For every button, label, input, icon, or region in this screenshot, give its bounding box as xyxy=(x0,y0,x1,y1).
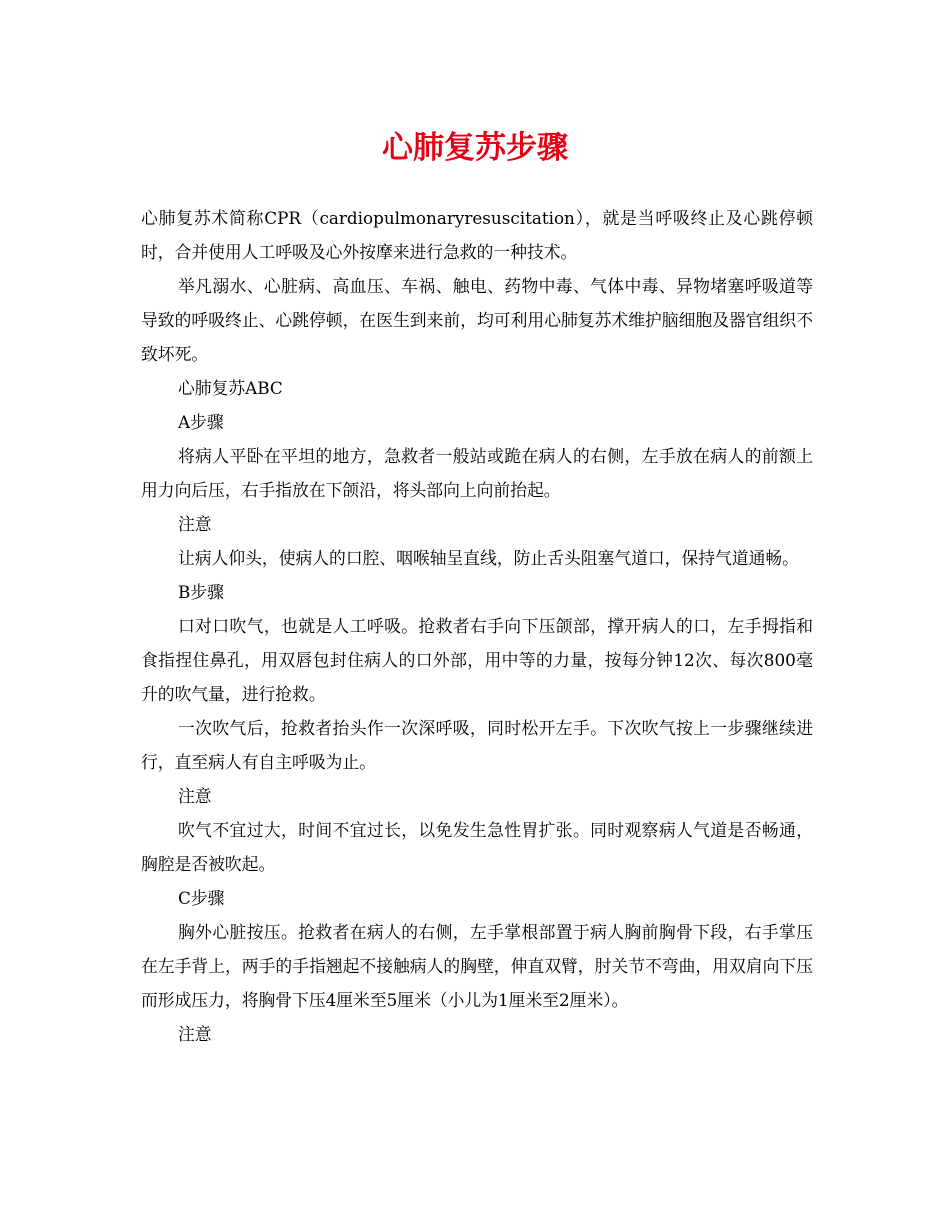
paragraph-note-a: 让病人仰头，使病人的口腔、咽喉轴呈直线，防止舌头阻塞气道口，保持气道通畅。 xyxy=(178,548,799,568)
paragraph-step-b-continued: 一次吹气后，抢救者抬头作一次深呼吸，同时松开左手。下次吹气按上一步骤继续进行，直至病人有自主呼吸为止。 xyxy=(141,718,813,772)
note-heading-b: 注意 xyxy=(178,786,212,806)
paragraph-step-b: 口对口吹气，也就是人工呼吸。抢救者右手向下压颌部，撑开病人的口，左手拇指和食指捏住鼻孔，用双唇包封住病人的口外部，用中等的力量，按每分钟12次、每次800毫升的吹气量，进行抢救。 xyxy=(141,616,813,704)
step-heading-a: A步骤 xyxy=(178,412,224,432)
note-heading-c: 注意 xyxy=(178,1024,212,1044)
paragraph-intro: 心肺复苏术简称CPR（cardiopulmonaryresuscitation），就是当呼吸终止及心跳停顿时，合并使用人工呼吸及心外按摩来进行急救的一种技术。 xyxy=(141,208,813,262)
note-heading-a: 注意 xyxy=(178,514,212,534)
document-body xyxy=(141,201,813,1051)
paragraph-step-c: 胸外心脏按压。抢救者在病人的右侧，左手掌根部置于病人胸前胸骨下段，右手掌压在左手背上，两手的手指翘起不接触病人的胸壁，伸直双臂，肘关节不弯曲，用双肩向下压而形成压力，将胸骨下压4厘米至5厘米（小儿为1厘米至2厘米）。 xyxy=(141,922,813,1010)
document-title: 心肺复苏步骤 xyxy=(382,130,568,166)
step-heading-c: C步骤 xyxy=(178,888,225,908)
section-heading-abc: 心肺复苏ABC xyxy=(178,378,283,398)
paragraph-step-a: 将病人平卧在平坦的地方，急救者一般站或跪在病人的右侧，左手放在病人的前额上用力向后压，右手指放在下颌沿，将头部向上向前抬起。 xyxy=(141,446,813,500)
paragraph-note-b: 吹气不宜过大，时间不宜过长，以免发生急性胃扩张。同时观察病人气道是否畅通，胸腔是否被吹起。 xyxy=(141,820,813,874)
step-heading-b: B步骤 xyxy=(178,582,224,602)
paragraph-applications: 举凡溺水、心脏病、高血压、车祸、触电、药物中毒、气体中毒、异物堵塞呼吸道等导致的呼吸终止、心跳停顿，在医生到来前，均可利用心肺复苏术维护脑细胞及器官组织不致坏死。 xyxy=(141,276,813,364)
